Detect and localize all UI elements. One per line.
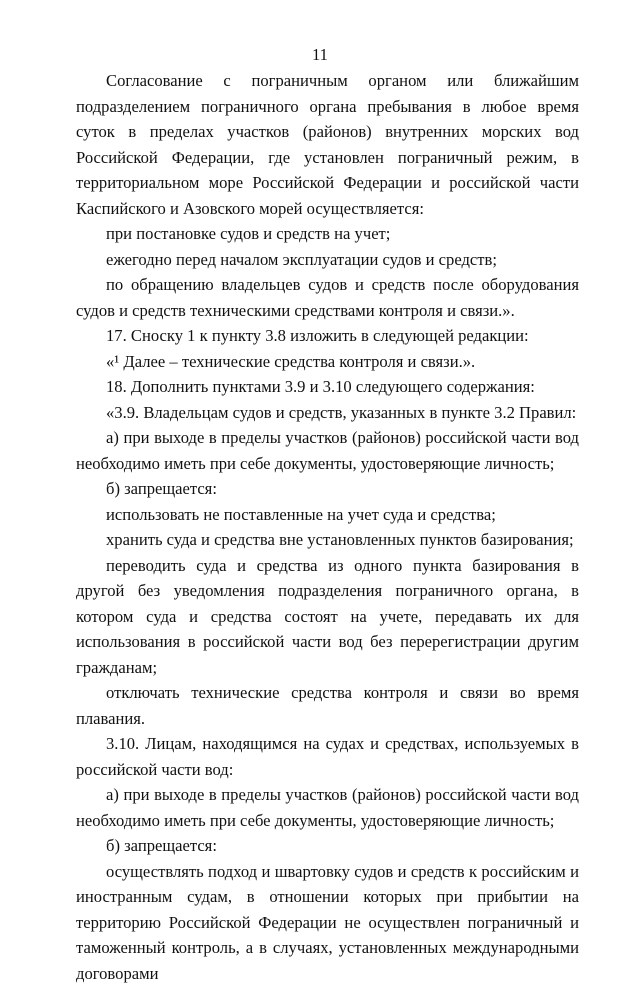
paragraph-item-17: 17. Сноску 1 к пункту 3.8 изложить в следующей редакции: (76, 323, 579, 349)
paragraph-3-9: «3.9. Владельцам судов и средств, указанных в пункте 3.2 Правил: (76, 400, 579, 426)
paragraph-registration: при постановке судов и средств на учет; (76, 221, 579, 247)
paragraph-owner-request: по обращению владельцев судов и средств после оборудования судов и средств техническими средствами контроля и связи.». (76, 272, 579, 323)
paragraph-3-10-a: а) при выходе в пределы участков (районов) российской части вод необходимо иметь при себе документы, удостоверяющие личность; (76, 782, 579, 833)
paragraph-annual: ежегодно перед началом эксплуатации судов и средств; (76, 247, 579, 273)
paragraph-3-10-b: б) запрещается: (76, 833, 579, 859)
paragraph-3-10: 3.10. Лицам, находящимся на судах и средствах, используемых в российской части вод: (76, 731, 579, 782)
paragraph-approach: осуществлять подход и швартовку судов и средств к российским и иностранным судам, в отношении которых при прибытии на территорию Российской Федерации не осуществлен пограничный и таможенный контроль, а в случаях, установленных международными договорами (76, 859, 579, 986)
document-body (76, 68, 579, 986)
paragraph-footnote: «¹ Далее – технические средства контроля и связи.». (76, 349, 579, 375)
paragraph-agreement: Согласование с пограничным органом или ближайшим подразделением пограничного органа пребывания в любое время суток в пределах участков (районов) внутренних морских вод Российской Федерации, где установлен пограничный режим, в территориальном море Российской Федерации и российской части Каспийского и Азовского морей осуществляется: (76, 68, 579, 221)
paragraph-unregistered: использовать не поставленные на учет суда и средства; (76, 502, 579, 528)
paragraph-disable-tech: отключать технические средства контроля и связи во время плавания. (76, 680, 579, 731)
paragraph-transfer: переводить суда и средства из одного пункта базирования в другой без уведомления подразделения пограничного органа, в котором суда и средства состоят на учете, передавать их для использования в российской части вод без перерегистрации другим гражданам; (76, 553, 579, 681)
page-number: 11 (0, 45, 640, 65)
paragraph-item-18: 18. Дополнить пунктами 3.9 и 3.10 следующего содержания: (76, 374, 579, 400)
paragraph-3-9-b: б) запрещается: (76, 476, 579, 502)
paragraph-3-9-a: а) при выходе в пределы участков (районов) российской части вод необходимо иметь при себе документы, удостоверяющие личность; (76, 425, 579, 476)
paragraph-storage: хранить суда и средства вне установленных пунктов базирования; (76, 527, 579, 553)
